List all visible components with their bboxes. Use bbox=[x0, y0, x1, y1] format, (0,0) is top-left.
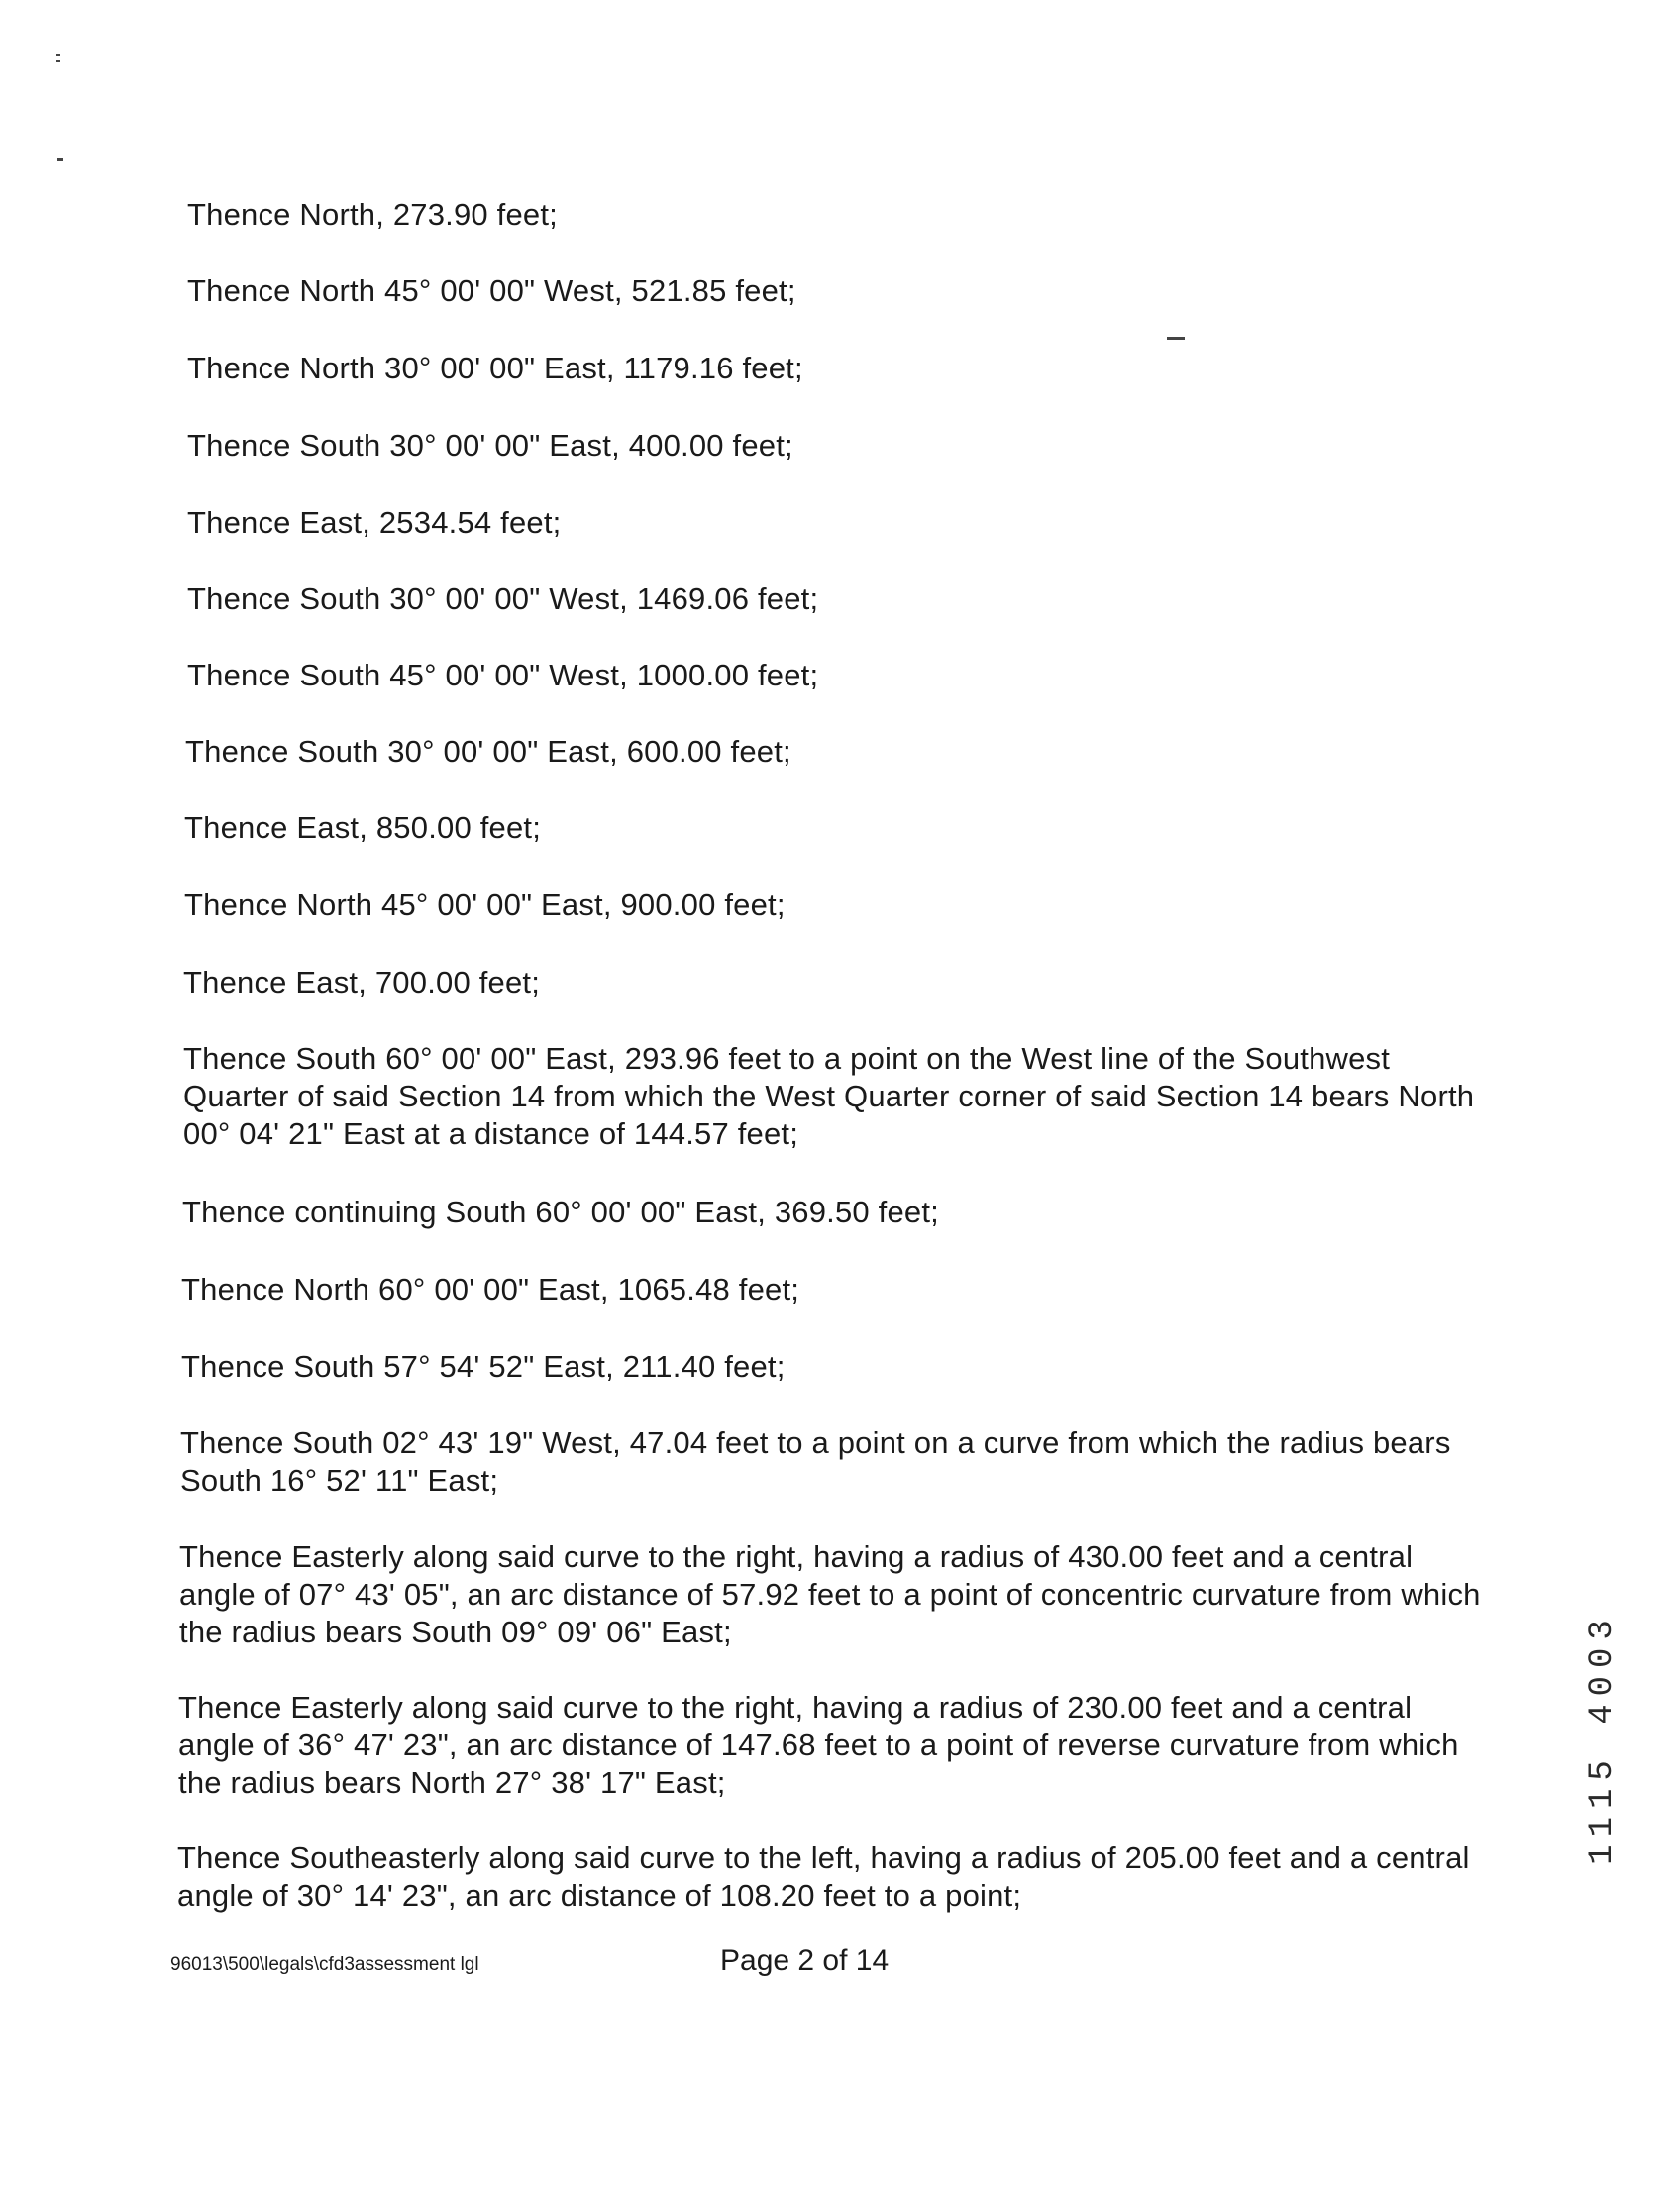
course-line: Thence North, 273.90 feet; bbox=[187, 197, 558, 232]
side-recording-stamp bbox=[1583, 1575, 1623, 1902]
scan-mark bbox=[56, 54, 60, 56]
course-line: Thence North 45° 00' 00" East, 900.00 feet; bbox=[184, 888, 786, 922]
course-line: Thence South 30° 00' 00" West, 1469.06 feet; bbox=[187, 581, 819, 616]
course-paragraph: Thence South 60° 00' 00" East, 293.96 feet to a point on the West line of the Southwest Quarter of said Section 14 from which the West Quarter corner of said Section 14 bears North 00° 04' 21" East at a distance of 144.57 feet; bbox=[183, 1041, 1475, 1151]
side-stamp-text: 1115 4003 bbox=[1584, 1612, 1622, 1865]
scan-mark bbox=[57, 158, 63, 161]
course-line: Thence continuing South 60° 00' 00" East, 369.50 feet; bbox=[182, 1195, 939, 1229]
course-line: Thence South 57° 54' 52" East, 211.40 feet; bbox=[181, 1349, 786, 1384]
scan-mark bbox=[1167, 337, 1185, 340]
course-line: Thence South 30° 00' 00" East, 400.00 feet; bbox=[187, 428, 793, 463]
curve-paragraph: Thence Easterly along said curve to the right, having a radius of 430.00 feet and a central angle of 07° 43' 05", an arc distance of 57.92 feet to a point of concentric curvature from which the radius bears South 09° 09' 06" East; bbox=[179, 1539, 1481, 1649]
curve-paragraph: Thence Southeasterly along said curve to the left, having a radius of 205.00 feet and a central angle of 30° 14' 23", an arc distance of 108.20 feet to a point; bbox=[177, 1840, 1470, 1913]
course-line: Thence North 45° 00' 00" West, 521.85 feet; bbox=[187, 273, 796, 308]
course-line: Thence East, 2534.54 feet; bbox=[187, 505, 562, 540]
course-line: Thence North 60° 00' 00" East, 1065.48 feet; bbox=[181, 1272, 800, 1307]
footer-page-number: Page 2 of 14 bbox=[720, 1944, 890, 1977]
footer-file-path: 96013\500\legals\cfd3assessment lgl bbox=[170, 1954, 479, 1975]
scan-mark bbox=[56, 60, 60, 62]
course-line: Thence South 30° 00' 00" East, 600.00 feet; bbox=[185, 734, 791, 769]
course-line: Thence North 30° 00' 00" East, 1179.16 feet; bbox=[187, 351, 803, 385]
course-line: Thence South 45° 00' 00" West, 1000.00 feet; bbox=[187, 658, 819, 692]
course-line: Thence East, 700.00 feet; bbox=[183, 965, 541, 999]
course-paragraph: Thence South 02° 43' 19" West, 47.04 feet to a point on a curve from which the radius bears South 16° 52' 11" East; bbox=[180, 1425, 1451, 1498]
course-line: Thence East, 850.00 feet; bbox=[184, 810, 542, 845]
curve-paragraph: Thence Easterly along said curve to the right, having a radius of 230.00 feet and a central angle of 36° 47' 23", an arc distance of 147.68 feet to a point of reverse curvature from which the radius bears North 27° 38' 17" East; bbox=[178, 1690, 1459, 1800]
